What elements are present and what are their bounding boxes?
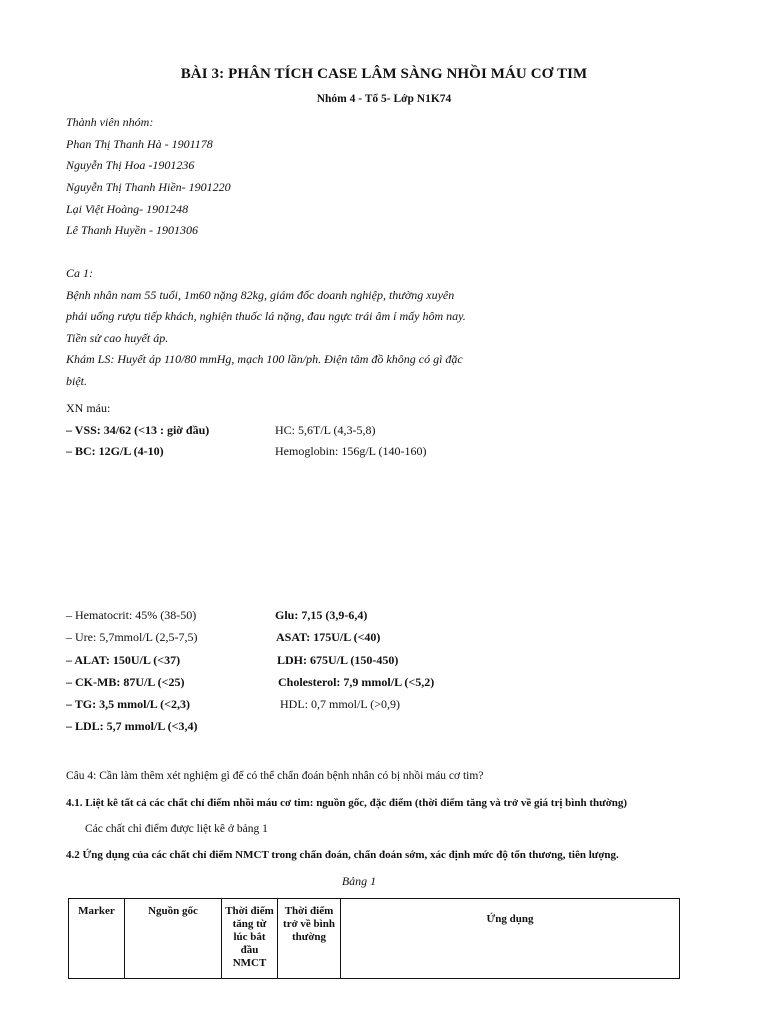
member-item: Phan Thị Thanh Hà - 1901178 xyxy=(66,136,213,151)
lab-value-right: HC: 5,6T/L (4,3-5,8) xyxy=(275,423,376,437)
case-line: Tiền sử cao huyết áp. xyxy=(66,330,169,345)
lab-value-right: ASAT: 175U/L (<40) xyxy=(276,630,381,644)
lab-value-left: – VSS: 34/62 (<13 : giờ đầu) xyxy=(66,423,210,437)
marker-table xyxy=(68,898,680,979)
header-marker: Marker xyxy=(69,899,125,979)
lab-value-left: – TG: 3,5 mmol/L (<2,3) xyxy=(66,697,190,711)
member-item: Nguyễn Thị Hoa -1901236 xyxy=(66,158,195,173)
case-label: Ca 1: xyxy=(66,266,93,280)
case-line: phải uống rượu tiếp khách, nghiện thuốc lá nặng, đau ngực trái âm ỉ mấy hôm nay. xyxy=(66,309,466,323)
lab-value-left: – Hematocrit: 45% (38-50) xyxy=(66,608,197,622)
header-origin: Nguồn gốc xyxy=(125,899,222,979)
lab-value-left: – Ure: 5,7mmol/L (2,5-7,5) xyxy=(66,630,198,644)
table-header-row xyxy=(69,899,680,979)
document-title: BÀI 3: PHÂN TÍCH CASE LÂM SÀNG NHỒI MÁU CƠ TIM xyxy=(180,66,588,82)
member-item: Lại Việt Hoàng- 1901248 xyxy=(66,201,189,216)
lab-value-right: Cholesterol: 7,9 mmol/L (<5,2) xyxy=(278,675,435,689)
members-heading: Thành viên nhóm: xyxy=(66,115,154,129)
blood-test-label: XN máu: xyxy=(66,401,111,415)
header-application: Ứng dụng xyxy=(341,899,680,979)
lab-value-left: – BC: 12G/L (4-10) xyxy=(66,444,164,458)
table-caption: Bảng 1 xyxy=(341,874,377,888)
lab-value-right: Glu: 7,15 (3,9-6,4) xyxy=(275,608,368,622)
case-line: Bệnh nhân nam 55 tuổi, 1m60 nặng 82kg, giám đốc doanh nghiệp, thường xuyên xyxy=(66,287,455,302)
lab-value-left: – LDL: 5,7 mmol/L (<3,4) xyxy=(66,719,198,733)
member-item: Nguyễn Thị Thanh Hiền- 1901220 xyxy=(66,180,231,195)
document-subtitle: Nhóm 4 - Tổ 5- Lớp N1K74 xyxy=(316,93,452,105)
lab-value-left: – CK-MB: 87U/L (<25) xyxy=(66,675,185,689)
question-4-2: 4.2 Ứng dụng của các chất chỉ điểm NMCT trong chẩn đoán, chẩn đoán sớm, xác định mức độ tổn thương, tiên lượng. xyxy=(66,849,619,861)
member-list xyxy=(66,112,231,242)
lab-value-left: – ALAT: 150U/L (<37) xyxy=(66,653,181,667)
question-4-1-note: Các chất chỉ điểm được liệt kê ở bảng 1 xyxy=(85,823,268,835)
question-4: Câu 4: Cần làm thêm xét nghiệm gì để có thể chẩn đoán bệnh nhân có bị nhồi máu cơ tim? xyxy=(66,770,484,782)
case-line: Khám LS: Huyết áp 110/80 mmHg, mạch 100 lần/ph. Điện tâm đồ không có gì đặc xyxy=(66,352,463,366)
question-4-1: 4.1. Liệt kê tất cả các chất chỉ điểm nhồi máu cơ tim: nguồn gốc, đặc điểm (thời điểm tăng và trở về giá trị bình thường) xyxy=(66,797,628,809)
lab-value-right: HDL: 0,7 mmol/L (>0,9) xyxy=(280,697,400,711)
case-line: biệt. xyxy=(66,373,87,388)
member-item: Lê Thanh Huyền - 1901306 xyxy=(66,223,198,238)
lab-value-right: LDH: 675U/L (150-450) xyxy=(277,653,399,667)
case-description xyxy=(66,263,486,392)
header-return-time: Thời điểm trở về bình thường xyxy=(278,899,341,979)
header-rise-time: Thời điểm tăng từ lúc bắt đầu NMCT xyxy=(222,899,278,979)
lab-value-right: Hemoglobin: 156g/L (140-160) xyxy=(275,444,427,458)
